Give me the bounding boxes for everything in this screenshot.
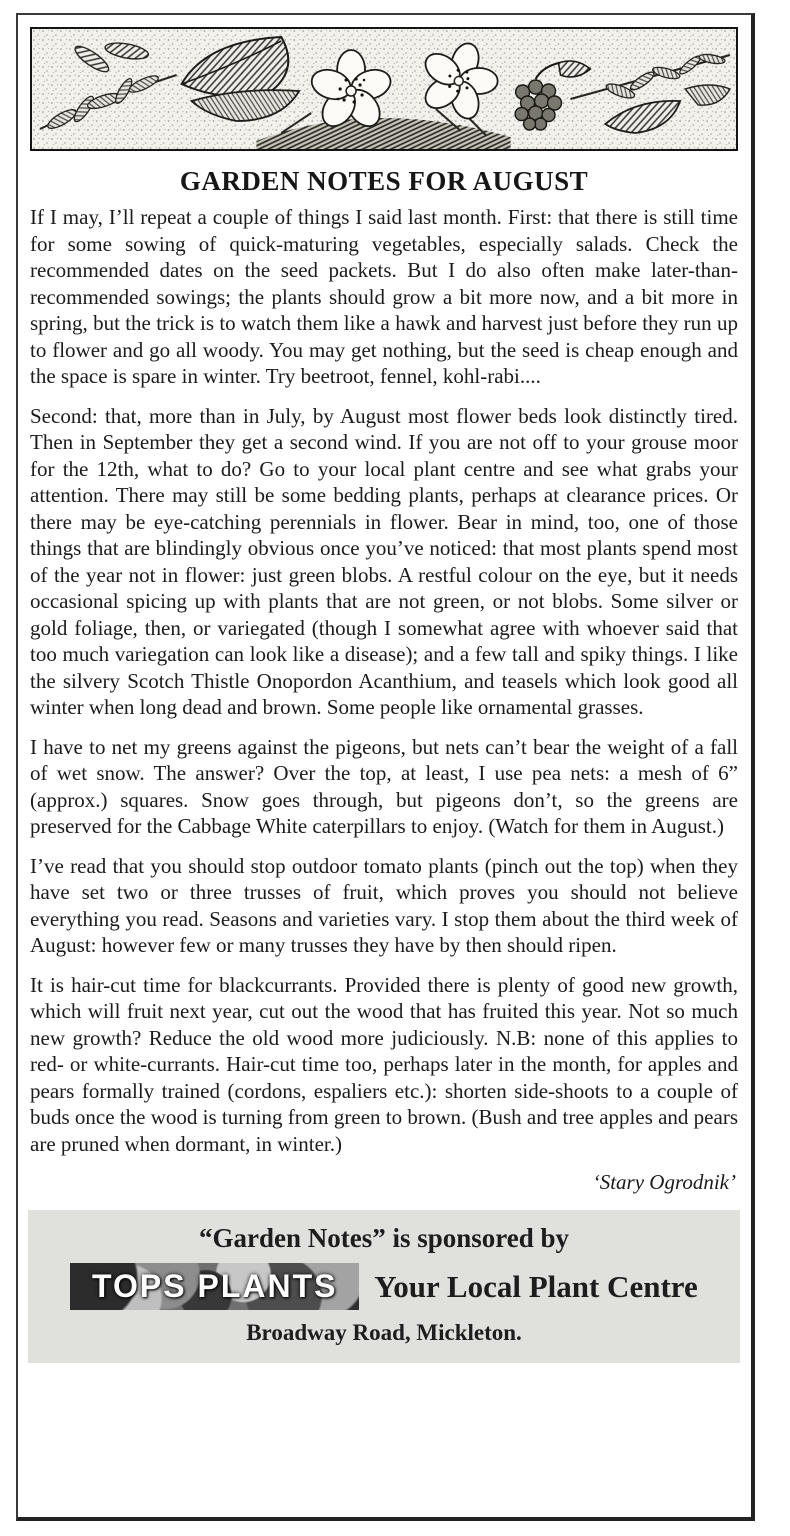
paragraph-blackcurrants: It is hair-cut time for blackcurrants. Provided there is plenty of good new growth, which will fruit next year, cut out the wood that has fruited this year. Not so much new growth? Reduce the old wood more judiciously. N.B: none of this applies to red- or white-currants. Hair-cut time too, perhaps later in the month, for apples and pears formally trained (cordons, espaliers etc.): shorten side-shoots to a couple of buds once the wood is turning from green to brown. (Bush and tree apples and pears are pruned when dormant, in winter.): [30, 972, 738, 1156]
tops-plants-logo-text: TOPS PLANTS: [92, 1268, 338, 1304]
author-signature: ‘Stary Ogrodnik’: [592, 1170, 736, 1194]
floral-banner: [30, 27, 738, 151]
page-frame: [16, 13, 755, 1521]
tops-plants-logo: [70, 1263, 359, 1310]
paragraph-pigeon-nets: I have to net my greens against the pigeons, but nets can’t bear the weight of a fall of wet snow. The answer? Over the top, at least, I use pea nets: a mesh of 6” (approx.) squares. Snow goes through, but pigeons don’t, so the greens are preserved for the Cabbage White caterpillars to enjoy. (Watch for them in August.): [30, 734, 738, 838]
paragraph-tomatoes: I’ve read that you should stop outdoor tomato plants (pinch out the top) when they have set two or three trusses of fruit, which proves you should not believe everything you read. Seasons and varieties vary. I stop them about the third week of August: however few or many trusses they have by then should ripen.: [30, 853, 738, 957]
page-title: GARDEN NOTES FOR AUGUST: [179, 166, 589, 196]
sponsor-box: [28, 1210, 740, 1363]
sponsor-address: Broadway Road, Mickleton.: [246, 1320, 522, 1345]
article-body: [30, 204, 738, 1157]
sponsor-tagline: Your Local Plant Centre: [374, 1268, 698, 1304]
floral-engraving-icon: [32, 29, 736, 149]
paragraph-flower-beds: Second: that, more than in July, by August most flower beds look distinctly tired. Then in September they get a second wind. If you are not off to your grouse moor for the 12th, what to do? Go to your local plant centre and see what grabs your attention. There may still be some bedding plants, perhaps at clearance prices. Or there may be eye-catching perennials in flower. Bear in mind, too, one of those things that are blindingly obvious once you’ve noticed: that most plants spend most of the year not in flower: just green blobs. A restful colour on the eye, but it needs occasional spicing up with plants that are not green, or not blobs. Some silver or gold foliage, then, or variegated (though I somewhat agree with whoever said that too much variegation can look like a disease); and a few tall and spiky things. I like the silvery Scotch Thistle Onopordon Acanthium, and teasels which look good all winter when long dead and brown. Some people like ornamental grasses.: [30, 403, 738, 719]
sponsor-row: [28, 1263, 740, 1310]
paragraph-sowing: If I may, I’ll repeat a couple of things I said last month. First: that there is still time for some sowing of quick-maturing vegetables, especially salads. Check the recommended dates on the seed packets. But I do also often make later-than-recommended sowings; the plants should grow a bit more now, and a bit more in spring, but the trick is to watch them like a hawk and harvest just before they run up to flower and go all woody. You may get nothing, but the seed is cheap enough and the space is spare in winter. Try beetroot, fennel, kohl-rabi....: [30, 205, 738, 388]
sponsor-line: “Garden Notes” is sponsored by: [198, 1223, 570, 1253]
